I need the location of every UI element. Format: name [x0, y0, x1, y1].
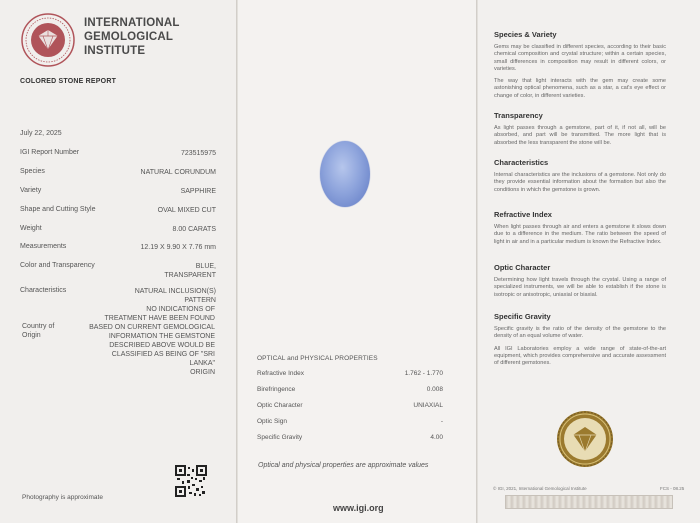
- copyright: © IGI, 2021, International Gemological Institute: [493, 486, 587, 491]
- row-value: SAPPHIRE: [180, 188, 216, 195]
- info-section: [494, 30, 666, 105]
- section-title: Species & Variety: [494, 30, 557, 39]
- brand-line: INSTITUTE: [84, 45, 146, 57]
- optical-note: Optical and physical properties are approximate values: [258, 462, 429, 469]
- row-value: NATURAL CORUNDUM: [140, 169, 216, 176]
- brand-line: GEMOLOGICAL: [84, 31, 174, 43]
- section-text: Determining how light travels through the crystal. Using a range of specialized instruments, we will be able to establish if the stone is isotropic or anisotropic, uniaxial or biaxial.: [494, 277, 666, 298]
- section-title: Refractive Index: [494, 210, 552, 219]
- form-code: FCS - 08.25: [660, 486, 685, 491]
- website-link[interactable]: www.igi.org: [333, 503, 384, 513]
- row-label: Color and Transparency: [20, 262, 95, 269]
- comment-line: BASED ON CURRENT GEMOLOGICAL: [89, 324, 215, 331]
- security-hologram-strip: [505, 495, 673, 509]
- value-line: TRANSPARENT: [164, 272, 216, 279]
- section-text: All IGI Laboratories employ a wide range of state-of-the-art equipment, which provides comprehensive and accurate assessment of different gemstones.: [494, 345, 666, 367]
- info-section: [494, 111, 666, 152]
- value-line: NATURAL INCLUSION(S): [134, 288, 216, 295]
- value-line: PATTERN: [184, 297, 216, 304]
- info-section: [494, 210, 666, 251]
- row-label: Shape and Cutting Style: [20, 206, 96, 213]
- info-section: [494, 312, 666, 372]
- property-label: Birefringence: [257, 386, 296, 393]
- property-label: Optic Character: [257, 402, 303, 409]
- row-value: 723515975: [180, 150, 216, 157]
- property-label: Specific Gravity: [257, 434, 303, 441]
- brand-name: [84, 16, 180, 58]
- report-title: COLORED STONE REPORT: [20, 78, 117, 85]
- gemstone-photo: [320, 141, 370, 207]
- section-text: When light passes through air and enters a gemstone it slows down due to a difference in the medium. The ratio between the speed of light in air and in a particular medium is known the Refractive Index.: [494, 224, 666, 245]
- property-value: UNIAXIAL: [413, 402, 443, 409]
- origin-label-line: Origin: [22, 332, 41, 339]
- row-value: OVAL MIXED CUT: [157, 207, 216, 214]
- value-line: BLUE,: [195, 263, 216, 270]
- comment-block: [85, 305, 215, 377]
- section-text: Internal characteristics are the inclusions of a gemstone. Not only do they provide essential information about the formation but also the conditions in which the gemstone is grown.: [494, 172, 666, 193]
- igi-logo: [20, 12, 76, 68]
- row-label: Variety: [20, 187, 42, 194]
- brand-line: INTERNATIONAL: [84, 17, 180, 29]
- optical-properties-title: OPTICAL and PHYSICAL PROPERTIES: [257, 355, 378, 362]
- fold-line: [236, 0, 238, 523]
- property-label: Optic Sign: [257, 418, 287, 425]
- info-section: [494, 158, 666, 199]
- report-middle-panel: [238, 0, 478, 523]
- property-value: 0.008: [426, 386, 443, 393]
- comment-line: CLASSIFIED AS BEING OF "SRI LANKA": [111, 351, 215, 367]
- comment-line: ORIGIN: [190, 369, 215, 376]
- section-title: Characteristics: [494, 158, 549, 167]
- section-text: Gems may be classified in different species, according to their basic chemical composition and crystal structure; within a certain species, small differences in composition may result in different colors, or varieties.: [494, 44, 666, 72]
- property-value: 4.00: [430, 434, 443, 441]
- row-value: 8.00 CARATS: [172, 226, 216, 233]
- report-date: July 22, 2025: [20, 130, 62, 137]
- property-value: -: [440, 418, 443, 425]
- fold-line: [476, 0, 478, 523]
- info-section: [494, 263, 666, 304]
- row-value: [164, 262, 216, 280]
- origin-label-line: Country of: [22, 323, 55, 330]
- section-title: Transparency: [494, 111, 543, 120]
- property-label: Refractive Index: [257, 370, 304, 377]
- row-label: Measurements: [20, 243, 67, 250]
- section-title: Optic Character: [494, 263, 551, 272]
- comment-line: INFORMATION THE GEMSTONE: [108, 333, 215, 340]
- property-value: 1.762 - 1.770: [404, 370, 443, 377]
- row-value: [135, 287, 216, 305]
- comment-line: DESCRIBED ABOVE WOULD BE: [109, 342, 215, 349]
- section-text: As light passes through a gemstone, part of it, if not all, will be absorbed, and part will be transmitted. The more light that is absorbed the less transparent the stone will be.: [494, 125, 666, 146]
- origin-label: [22, 322, 54, 340]
- gold-seal-icon: [556, 410, 614, 468]
- section-title: Specific Gravity: [494, 312, 551, 321]
- row-value: 12.19 X 9.90 X 7.76 mm: [140, 244, 216, 251]
- row-label: Species: [20, 168, 45, 175]
- row-label: IGI Report Number: [20, 149, 80, 156]
- comment-line: TREATMENT HAVE BEEN FOUND: [104, 315, 215, 322]
- row-label: Weight: [20, 225, 42, 232]
- qr-code-icon: [175, 465, 207, 497]
- section-text: The way that light interacts with the gem may create some astonishing optical phenomena, such as a star, a cat's eye effect or change of color, in different varieties.: [494, 78, 666, 99]
- photo-note: Photography is approximate: [22, 494, 103, 501]
- section-text: Specific gravity is the ratio of the density of the gemstone to the density of an equal volume of water.: [494, 326, 666, 340]
- row-label: Characteristics: [20, 287, 67, 294]
- comment-line: NO INDICATIONS OF: [146, 306, 215, 313]
